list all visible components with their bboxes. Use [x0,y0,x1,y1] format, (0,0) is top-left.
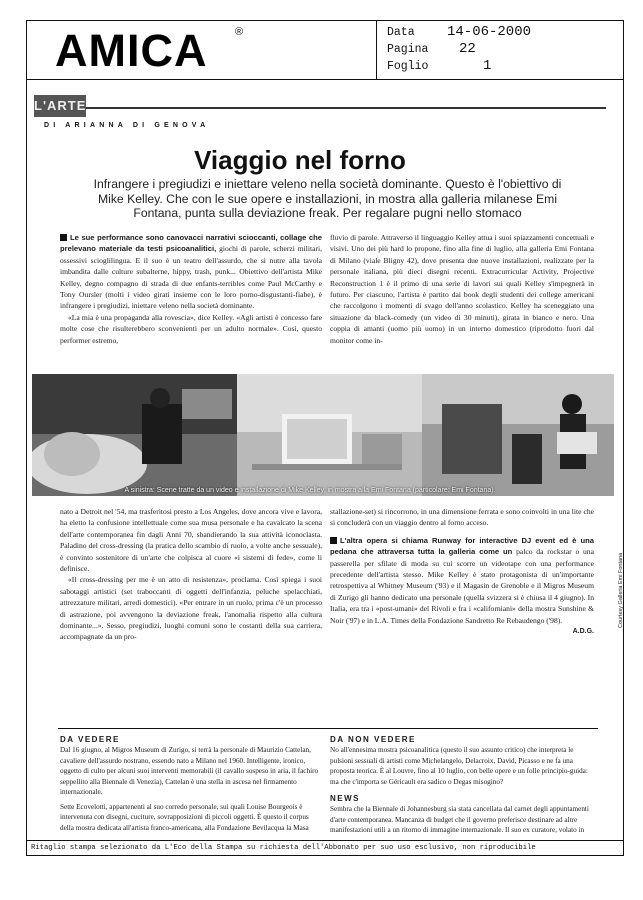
col1-body: giochi di parole, scherzi militari, ossessivi scioglilingua. E il suo è un teatro dell'assurdo, che si nutre alla tavola imbandita dalle culture subalterne, hippy, trash, punk... Obiettivo dell'artista Mike Kelley, degno compagno di strada di due enfants-terribles come Paul McCarthy e Tony Oursler (molti i video girati insieme con le loro porno-disgustanti-fiabe), è infrangere i pregiudizi, iniettare veleno nella società dominante. [60,244,322,311]
photo-credit: Courtesy Galleria Emi Fontana [618,552,624,628]
meta-date-value: 14-06-2000 [447,24,532,40]
sidebar-rule [58,728,598,729]
section-rubric: L'ARTE [34,95,86,117]
clipping-meta [383,24,619,75]
sidebar-heading-news: NEWS [330,794,360,803]
author-initials: A.D.G. [572,628,594,636]
masthead-box [27,21,377,79]
article-photo [32,374,614,496]
magazine-logo: AMICA [55,25,208,76]
col3-quote: «Il cross-dressing per me è un atto di resistenza», proclama. Così spiega i suoi sabotaggi artistici (set traboccanti di oggetti dell'infanzia, peluche spelacchiati, attrezzature militari, arredi domestici). «Per entrare in un ruolo, prima c'è un processo di astrazione, poi avvengono la deviazione freak, l'anomalia rispetto alla cultura dominante...». Sesso, pregiudizi, luoghi comuni sono le costanti della sua carriera, accompagnate da un pro- [60,575,322,642]
col3-body: nato a Detroit nel '54, ma trasferitosi presto a Los Angeles, dove ancora vive e lavora, ha eletto la confusione intellettuale come sua musa personale e ha cavalcato la scena dell'arte contemporanea fin dagli Anni 70, sbandierando la sua attività iconoclasta. Paladino del cross-dressing (la pratica dello scambio di ruolo, a volte anche sessuale), è convinto sostenitore di un'arte che colpisca al cuore «i sistemi di fede», come li definisce. [60,507,322,574]
photo-caption: A sinistra: Scene tratte da un video e installazione di Mike Kelley, in mostra alla Emi Fontana (particolare: Emi Fontana). [124,487,496,494]
meta-date [383,24,619,41]
lead-text: Le sue performance sono canovacci narrativi scioccanti, collage che prelevano materiale da testi psicoanalitici, [60,233,322,254]
col4-body: stallazione-set) si rincorrono, in una dimensione ferrata e sono coinvolti in una lite che si concluderà con un viaggio dentro al forno acceso. [330,507,594,528]
meta-sheet-label: Foglio [387,60,429,73]
meta-sheet-value: 1 [483,58,492,74]
col4-body2: palco da rockstar o una passerella per sfilate di moda su cui scorre un videotape con una performance precedente dell'artista stesso. Mike Kelley è stato protagonista di un'importante retrospettiva al Whitney Museum ('93) e il Magasin de Grenoble e il Migros Museum di Zurigo gli hanno dedicato una personale (quella svizzera si è chiusa il 4 giugno). In Italia, era tra i «post-umani» del Rivoli e fra i «californiani» della mostra Sunshine & Noir ('97) e in L.A. Times della Fondazione Sandretto Re Rebaudengo ('98). [330,547,594,625]
column-4 [330,506,594,730]
sidebar-right-p2: Sembra che la Biennale di Johannesburg sia stata cancellata dal carnet degli appuntamenti d'arte contemporanea. Mancanza di budget che il governo preferisce destinare ad altre manifestazioni utili a un ritorno di immagine internazionale. Il suo ex curatore, volato in [330,805,589,834]
article-title: Viaggio nel forno [194,145,406,175]
meta-page-value: 22 [459,41,476,57]
meta-date-label: Data [387,26,415,39]
article-standfirst: Infrangere i pregiudizi e iniettare veleno nella società dominante. Questo è l'obiettivo di Mike Kelley. Che con le sue opere e installazioni, in mostra alla galleria milanese Emi Fontana, punta sulla deviazione freak. Per regalare pugni nello stomaco [93,177,562,220]
sidebar-da-vedere [60,734,322,834]
clipping-footer-notice: Ritaglio stampa selezionato da L'Eco della Stampa su richiesta dell'Abbonato per suo uso esclusivo, non riproducibile [26,840,624,856]
sidebar-right-p1: No all'ennesima mostra psicoanalitica (questo il suo assunto critico) che interpreta le pulsioni sessuali di artisti come Michelangelo, Delacroix, David, Picasso e ne fa una proposta teorica. È al Louvre, fino al 10 luglio, con belle opere e un folle principio-guida: ma che c'importa se Géricault era sadico o Degas misogino? [330,746,588,786]
drop-square-icon [330,537,337,544]
meta-page-label: Pagina [387,43,429,56]
col4-paragraph [330,535,594,626]
rubric-rule [86,107,606,109]
sidebar-heading-da-vedere: DA VEDERE [60,735,120,744]
sidebar-heading-da-non-vedere: DA NON VEDERE [330,735,416,744]
lead-paragraph [60,232,322,312]
meta-sheet [383,58,619,75]
sidebar-left-p2: Sette Ecovelotti, appartenenti al suo corredo personale, sui quali Louise Bourgeois è intervenuta con disegni, cuciture, sovrapposizioni di piccoli oggetti. È questo il corpus della mostra dedicata all'artista franco-americana, alla Fondazione Bevilacqua la Masa [60,802,309,832]
meta-page [383,41,619,58]
photo-artwork [32,374,614,496]
column-2 [330,232,594,372]
drop-square-icon [60,234,67,241]
registered-mark: ® [235,26,244,38]
col1-quote: «La mia è una propaganda alla rovescia», dice Kelley. «Agli artisti è concesso fare molte cose che risulterebbero sconvenienti per un adulto normale». Così, questo performer estremo, [60,312,322,345]
column-1 [60,232,322,372]
col4-lead: L'altra opera si chiama Runway for interactive DJ event ed è una pedana che attraversa tutta la galleria come un [330,535,594,557]
sidebar-da-non-vedere [330,734,592,834]
sidebar-left-p1: Dal 16 giugno, al Migros Museum di Zurigo, si terrà la personale di Maurizio Cattelan, cavaliere dell'assurdo nostrano, essendo nato a Milano nel 1960. Intelligente, ironico, oggetto di culto per alcuni suoi interventi memorabili (il cavallo sospeso in aria, il fachiro seppellito alla Biennale di Venezia), Cattelan è una stella in ascesa nel firmamento internazionale. [60,746,319,796]
column-3 [60,506,322,730]
col2-body: fluvio di parole. Attraverso il linguaggio Kelley attua i suoi spiazzamenti concettuali e visivi. Uno dei più hard lo propone, fino alla fine di luglio, alla galleria Emi Fontana di Milano (viale Bligny 42), dove presenta due nuove installazioni, realizzate per la personale italiana, più dieci disegni recenti. Extracurricular Activity, Projective Reconstruction 1 è il primo di una serie di lavori sui quali Kelley s'impegnerà in futuro. Per ciascuno, l'artista è partito dai book degli studenti dei college americani che raccolgono i momenti di svago dell'anno scolastico. Kelley ha sceneggiato una situazione da black-comedy (un video di 30 minuti), girata in bianco e nero. Una coppia di amanti (uomo più uomo) in un interno domestico (riprodotto fuori dal monitor come in- [330,233,594,345]
byline: DI ARIANNA DI GENOVA [44,122,210,129]
clipping-header [26,20,624,80]
